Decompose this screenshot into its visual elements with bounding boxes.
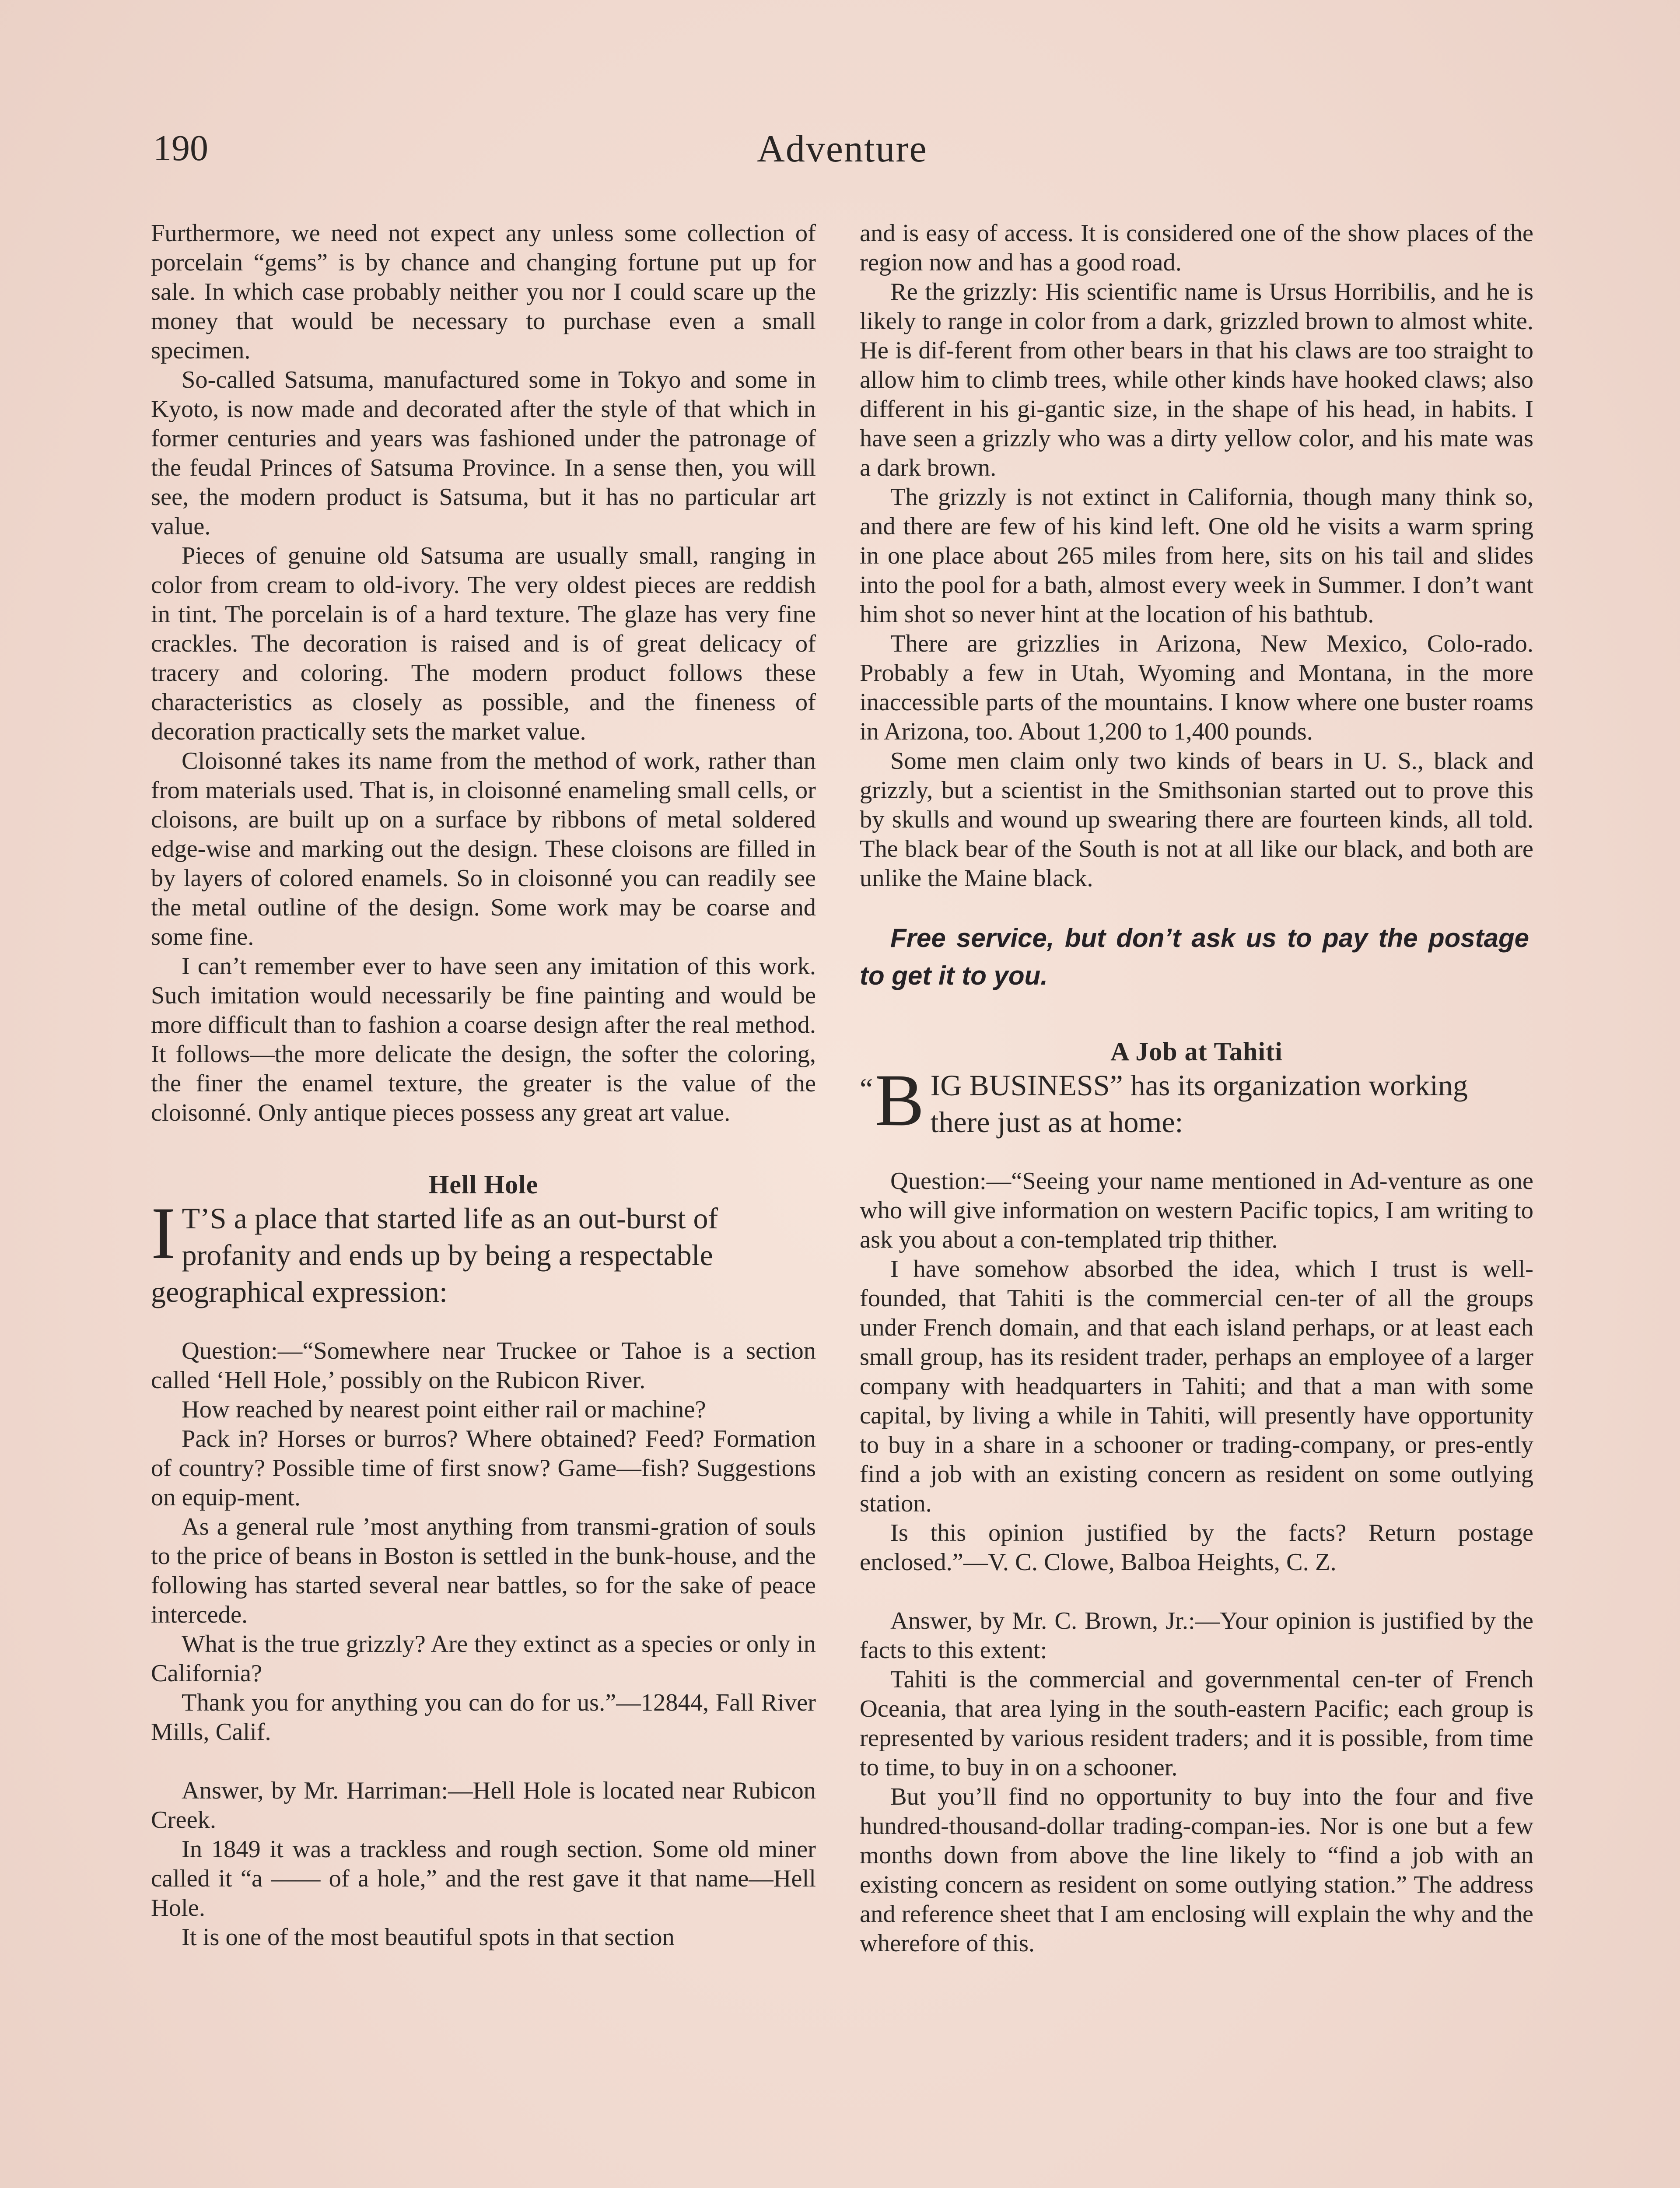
drop-cap: B bbox=[875, 1059, 924, 1141]
paragraph: Cloisonné takes its name from the method of work, rather than from materials used. That is, in cloisonné enameling small cells, or cloisons, are built up on a surface by ribbons of metal soldered edge-wise and marking out the design. These cloisons are filled in by layers of colored enamels. So in cloisonné you can readily see the metal outline of the design. Some work may be coarse and some fine. bbox=[151, 747, 816, 950]
page-header bbox=[153, 127, 1531, 179]
paragraph: Re the grizzly: His scientific name is Ursus Horribilis, and he is likely to range in color from a dark, grizzled brown to almost white. He is dif-ferent from other bears in that his claws are too straight to allow him to climb trees, while other kinds have hooked claws; also different in his gi-gantic size, in the shape of his head, in habits. I have seen a grizzly who was a dirty yellow color, and his mate was a dark brown. bbox=[860, 278, 1533, 481]
paragraph: Pieces of genuine old Satsuma are usually small, ranging in color from cream to old-ivory. The very oldest pieces are reddish in tint. The porcelain is of a hard texture. The glaze has very fine crackles. The decoration is raised and is of great delicacy of tracery and coloring. The modern product follows these characteristics as closely as possible, and the fineness of decoration practically sets the market value. bbox=[151, 542, 816, 745]
paragraph: and is easy of access. It is considered one of the show places of the region now and has a good road. bbox=[860, 220, 1533, 276]
paragraph: There are grizzlies in Arizona, New Mexico, Colo-rado. Probably a few in Utah, Wyoming and Montana, in the more inaccessible parts of the mountains. I know where one buster roams in Arizona, too. About 1,200 to 1,400 pounds. bbox=[860, 630, 1533, 745]
intro-text: IG BUSINESS” has its organization working there just as at home: bbox=[930, 1069, 1468, 1139]
promo-note: Free service, but don’t ask us to pay the postage to get it to you. bbox=[860, 923, 1529, 990]
paragraph: It is one of the most beautiful spots in that section bbox=[182, 1924, 675, 1951]
paragraph: Furthermore, we need not expect any unless some collection of porcelain “gems” is by chance and changing fortune put up for sale. In which case probably neither you nor I could scare up the money that would be necessary to purchase even a small specimen. bbox=[151, 220, 816, 364]
paragraph: The grizzly is not extinct in California, though many think so, and there are few of his kind left. One old he visits a warm spring in one place about 265 miles from here, sits on his tail and slides into the pool for a bath, almost every week in Summer. I don’t want him shot so never hint at the location of his bathtub. bbox=[860, 484, 1533, 628]
paragraph: Question:—“Somewhere near Truckee or Tahoe is a section called ‘Hell Hole,’ possibly on the Rubicon River. bbox=[151, 1337, 816, 1394]
section-intro bbox=[151, 1192, 816, 1310]
paragraph: Is this opinion justified by the facts? Return postage enclosed.”—V. C. Clowe, Balboa Heights, C. Z. bbox=[860, 1519, 1533, 1576]
paragraph: Answer, by Mr. Harriman:—Hell Hole is located near Rubicon Creek. bbox=[151, 1777, 816, 1834]
paragraph: Thank you for anything you can do for us.”—12844, Fall River Mills, Calif. bbox=[151, 1689, 816, 1746]
paragraph: How reached by nearest point either rail or machine? bbox=[182, 1396, 706, 1423]
paragraph: So-called Satsuma, manufactured some in Tokyo and some in Kyoto, is now made and decorated after the style of that which in former centuries and years was fashioned under the patronage of the feudal Princes of Satsuma Province. In a sense then, you will see, the modern product is Satsuma, but it has no particular art value. bbox=[151, 366, 816, 540]
open-quote: “ bbox=[860, 1072, 873, 1105]
intro-text: T’S a place that started life as an out-burst of profanity and ends up by being a respectable geographical expression: bbox=[151, 1202, 718, 1308]
paragraph: Question:—“Seeing your name mentioned in Ad-venture as one who will give information on western Pacific topics, I am writing to ask you about a con-templated trip thither. bbox=[860, 1168, 1533, 1253]
right-column bbox=[860, 219, 1533, 1958]
running-title: Adventure bbox=[757, 128, 928, 170]
section-heading-tahiti: A Job at Tahiti bbox=[1110, 1037, 1283, 1066]
paragraph: Pack in? Horses or burros? Where obtained? Feed? Formation of country? Possible time of first snow? Game—fish? Suggestions on equip-ment. bbox=[151, 1425, 816, 1511]
section-heading-hell-hole: Hell Hole bbox=[428, 1170, 539, 1199]
paragraph: I have somehow absorbed the idea, which I trust is well-founded, that Tahiti is the commercial cen-ter of all the groups under French domain, and that each island perhaps, or at least each small group, has its resident trader, perhaps an employee of a larger company with headquarters in Tahiti; and that a man with some capital, by living a while in Tahiti, will presently have opportunity to buy in a share in a schooner or trading-company, or pres-ently find a job with an existing concern as resident on some outlying station. bbox=[860, 1255, 1533, 1517]
paragraph: But you’ll find no opportunity to buy into the four and five hundred-thousand-dollar trading-compan-ies. Nor is one but a few months down from above the line likely to “find a job with an existing concern as resident on some outlying station.” The address and reference sheet that I am enclosing will explain the why and the wherefore of this. bbox=[860, 1783, 1533, 1957]
page-number: 190 bbox=[153, 128, 208, 168]
paragraph: Some men claim only two kinds of bears in U. S., black and grizzly, but a scientist in the Smithsonian started out to prove this by skulls and wound up swearing there are fourteen kinds, all told. The black bear of the South is not at all like our black, and both are unlike the Maine black. bbox=[860, 747, 1533, 892]
paragraph: As a general rule ’most anything from transmi-gration of souls to the price of beans in Boston is settled in the bunk-house, and the following has started several near battles, so for the sake of peace intercede. bbox=[151, 1513, 816, 1628]
drop-cap: I bbox=[151, 1192, 176, 1274]
left-column bbox=[151, 219, 816, 1952]
section-intro bbox=[860, 1059, 1533, 1141]
paragraph: I can’t remember ever to have seen any imitation of this work. Such imitation would necessarily be fine painting and would be more difficult than to fashion a coarse design after the real method. It follows—the more delicate the design, the softer the coloring, the finer the enamel texture, the greater is the value of the cloisonné. Only antique pieces possess any great art value. bbox=[151, 953, 816, 1126]
paragraph: What is the true grizzly? Are they extinct as a species or only in California? bbox=[151, 1630, 816, 1687]
paragraph: In 1849 it was a trackless and rough section. Some old miner called it “a —— of a hole,” and the rest gave it that name—Hell Hole. bbox=[151, 1836, 816, 1922]
paragraph: Tahiti is the commercial and governmental cen-ter of French Oceania, that area lying in the south-eastern Pacific; each group is represented by various resident traders; and it is possible, from time to time, to buy in on a schooner. bbox=[860, 1666, 1533, 1781]
paragraph: Answer, by Mr. C. Brown, Jr.:—Your opinion is justified by the facts to this extent: bbox=[860, 1607, 1533, 1664]
